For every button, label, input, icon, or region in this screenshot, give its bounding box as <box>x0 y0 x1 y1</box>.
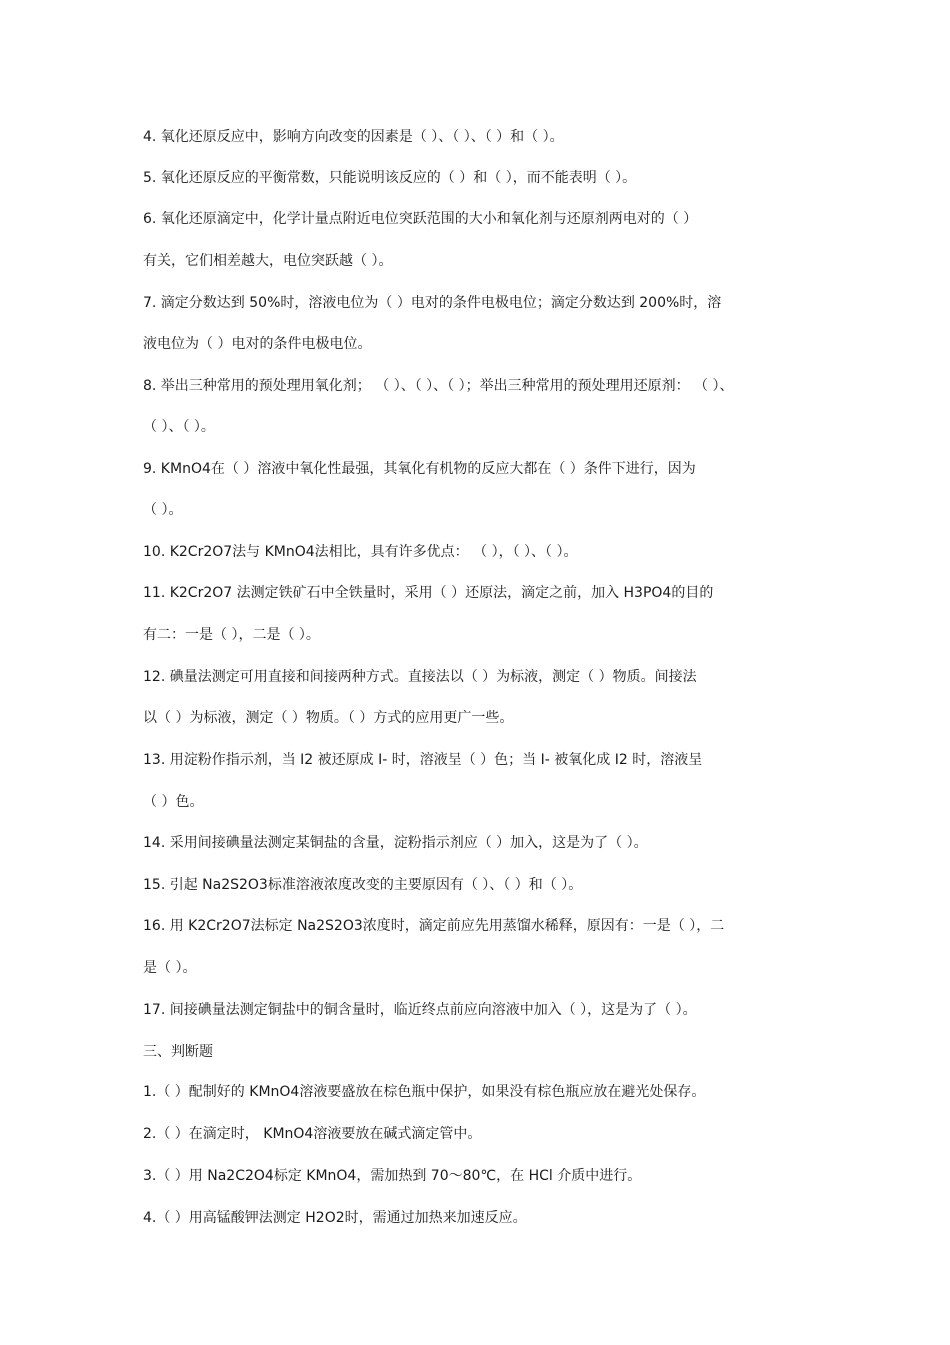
question-13-line-1: 13. 用淀粉作指示剂，当 I2 被还原成 I- 时，溶液呈（ ）色；当 I- 被氧化成 I2 时，溶液呈 <box>143 752 703 768</box>
question-8-line-2: （ ）、（ ）。 <box>143 419 215 435</box>
question-6-line-2: 有关，它们相差越大，电位突跃越（ ）。 <box>143 253 393 269</box>
question-8-line-1: 8. 举出三种常用的预处理用氧化剂； （ ）、（ ）、（ ）；举出三种常用的预处理用还原剂： （ ）、 <box>143 378 734 394</box>
question-6-line-1: 6. 氧化还原滴定中，化学计量点附近电位突跃范围的大小和氧化剂与还原剂两电对的（ ） <box>143 211 698 227</box>
section-heading-true-false: 三、判断题 <box>143 1044 213 1060</box>
question-7-line-2: 液电位为（ ）电对的条件电极电位。 <box>143 336 372 352</box>
question-12-line-2: 以（ ）为标液，测定（ ）物质。（ ）方式的应用更广一些。 <box>143 710 514 726</box>
judgement-1: 1.（ ）配制好的 KMnO4溶液要盛放在棕色瓶中保护，如果没有棕色瓶应放在避光处保存。 <box>143 1084 706 1100</box>
question-5: 5. 氧化还原反应的平衡常数，只能说明该反应的（ ）和（ ），而不能表明（ ）。 <box>143 170 637 186</box>
question-9-line-2: （ ）。 <box>143 502 183 518</box>
question-9-line-1: 9. KMnO4在（ ）溶液中氧化性最强，其氧化有机物的反应大都在（ ）条件下进行，因为 <box>143 461 696 477</box>
question-4: 4. 氧化还原反应中，影响方向改变的因素是（ ）、（ ）、（ ）和（ ）。 <box>143 129 564 145</box>
question-11-line-1: 11. K2Cr2O7 法测定铁矿石中全铁量时，采用（ ）还原法，滴定之前，加入 H3PO4的目的 <box>143 585 714 601</box>
question-13-line-2: （ ）色。 <box>143 794 204 810</box>
question-12-line-1: 12. 碘量法测定可用直接和间接两种方式。直接法以（ ）为标液，测定（ ）物质。间接法 <box>143 669 697 685</box>
judgement-2: 2.（ ）在滴定时， KMnO4溶液要放在碱式滴定管中。 <box>143 1126 482 1142</box>
question-7-line-1: 7. 滴定分数达到 50%时，溶液电位为（ ）电对的条件电极电位；滴定分数达到 200%时，溶 <box>143 295 722 311</box>
question-17: 17. 间接碘量法测定铜盐中的铜含量时，临近终点前应向溶液中加入（ ），这是为了（ ）。 <box>143 1002 697 1018</box>
question-14: 14. 采用间接碘量法测定某铜盐的含量，淀粉指示剂应（ ）加入，这是为了（ ）。 <box>143 835 648 851</box>
question-16-line-2: 是（ ）。 <box>143 960 197 976</box>
question-15: 15. 引起 Na2S2O3标准溶液浓度改变的主要原因有（ ）、（ ）和（ ）。 <box>143 877 583 893</box>
judgement-4: 4.（ ）用高锰酸钾法测定 H2O2时，需通过加热来加速反应。 <box>143 1210 527 1226</box>
judgement-3: 3.（ ）用 Na2C2O4标定 KMnO4，需加热到 70～80℃，在 HCl 介质中进行。 <box>143 1168 642 1184</box>
question-10: 10. K2Cr2O7法与 KMnO4法相比，具有许多优点： （ ），（ ）、（ ）。 <box>143 544 578 560</box>
question-11-line-2: 有二：一是（ ），二是（ ）。 <box>143 627 320 643</box>
question-16-line-1: 16. 用 K2Cr2O7法标定 Na2S2O3浓度时，滴定前应先用蒸馏水稀释，原因有：一是（ ），二 <box>143 918 725 934</box>
